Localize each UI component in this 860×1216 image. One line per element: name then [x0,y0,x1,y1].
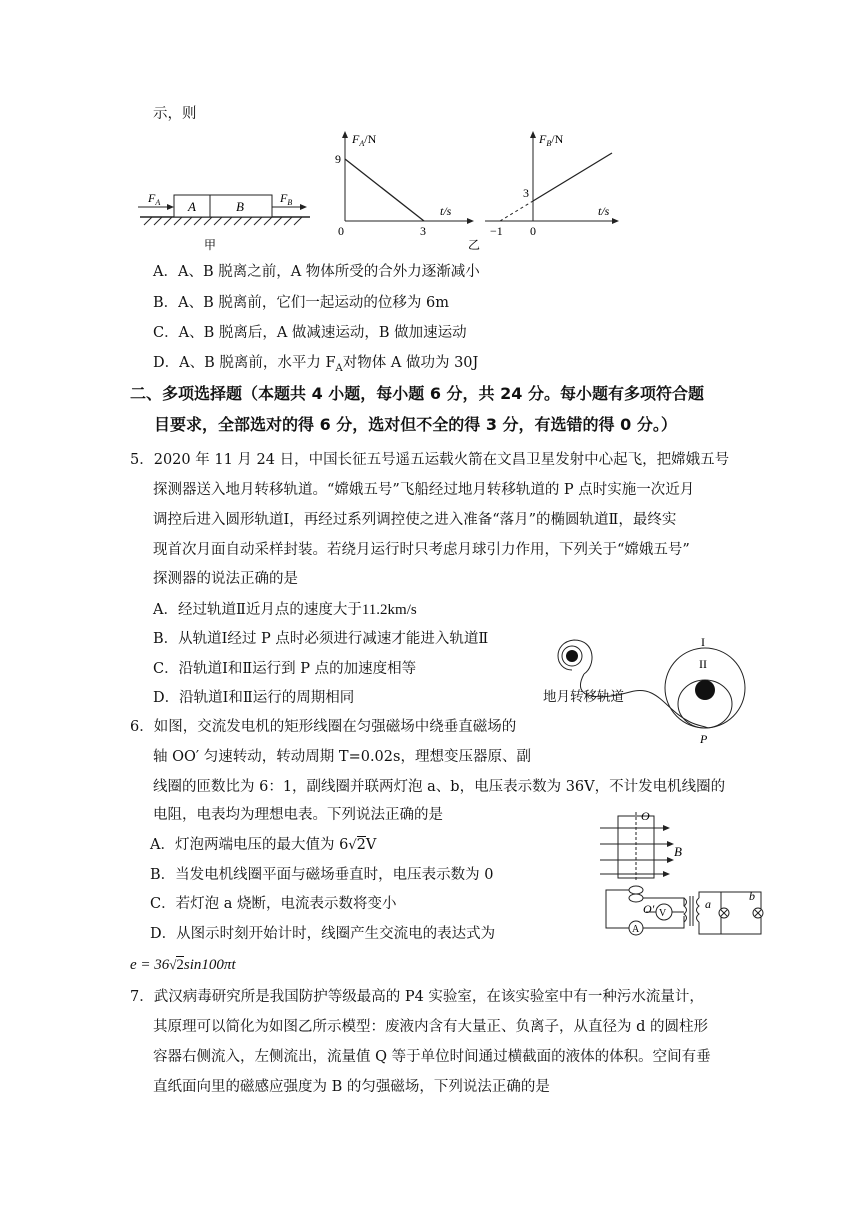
svg-text:O: O [641,809,650,823]
generator-figure [596,808,766,943]
svg-text:3: 3 [523,186,529,200]
svg-text:a: a [705,897,711,911]
graph-b-line [533,153,612,201]
svg-text:FA: $F_A$ [148,191,161,207]
q7-line: 其原理可以简化为如图乙所示模型：废液内含有大量正、负离子，从直径为 d 的圆柱形 [153,1019,708,1035]
q6-option-c: C．若灯泡 a 烧断，电流表示数将变小 [150,896,397,912]
svg-text:0: 0 [338,224,344,238]
q5-line: 探测器送入地月转移轨道。“嫦娥五号”飞船经过地月转移轨道的 P 点时实施一次近月 [153,482,695,498]
intro-text: 示，则 [153,106,197,122]
svg-text:3: 3 [420,224,426,238]
q7-line: 容器右侧流入，左侧流出，流量值 Q 等于单位时间通过横截面的液体的体积。空间有垂 [153,1049,711,1065]
q4-option-b: B．A、B 脱离前，它们一起运动的位移为 6m [153,295,449,311]
svg-text:B: B [674,844,682,859]
q7-line: 7．武汉病毒研究所是我国防护等级最高的 P4 实验室，在该实验室中有一种污水流量计， [130,989,704,1005]
svg-text:O′: O′ [643,902,655,916]
svg-text:FB: $F_B$ [280,191,293,207]
svg-text:0: 0 [530,224,536,238]
q6-line: 电阻，电表均为理想电表。下列说法正确的是 [153,807,443,823]
svg-text:A: A [188,199,196,214]
q5-line: 5．2020 年 11 月 24 日，中国长征五号遥五运载火箭在文昌卫星发射中心起飞，把嫦娥五号 [130,452,730,468]
section-heading-line2: 目要求，全部选对的得 6 分，选对但不全的得 3 分，有选错的得 0 分。） [154,415,677,434]
q4-option-a: A．A、B 脱离之前，A 物体所受的合外力逐渐减小 [153,264,480,280]
svg-text:t/s: t/s [598,204,610,218]
svg-text:II: II [699,657,707,671]
graph-a-line [345,159,424,221]
svg-text:9: 9 [335,152,341,166]
svg-text:−1: −1 [490,224,503,238]
q6-line: 线圈的匝数比为 6：1，副线圈并联两灯泡 a、b，电压表示数为 36V，不计发电机线圈的 [153,779,726,795]
q5-option-c: C．沿轨道Ⅰ和Ⅱ运行到 P 点的加速度相等 [153,661,417,677]
q5-option-a: A．经过轨道Ⅱ近月点的速度大于11.2km/s [153,602,417,618]
q4-option-d: D．A、B 脱离前，水平力 $F_A$对物体 A 做功为 30J [153,355,479,374]
q6-option-a: A．灯泡两端电压的最大值为 6√2V [150,837,377,853]
q7-line: 直纸面向里的磁感应强度为 B 的匀强磁场，下列说法正确的是 [153,1079,550,1095]
q6-formula: e = 36√2sin100πt [130,957,236,973]
q5-line: 调控后进入圆形轨道Ⅰ，再经过系列调控使之进入准备“落月”的椭圆轨道Ⅱ，最终实 [153,512,677,528]
q5-option-b: B．从轨道Ⅰ经过 P 点时必须进行减速才能进入轨道Ⅱ [153,631,489,647]
figure-forces [130,125,630,255]
svg-text:FB/N: $F_B/N$ [539,132,564,148]
svg-text:B: B [236,199,244,214]
q6-option-d: D．从图示时刻开始计时，线圈产生交流电的表达式为 [150,926,496,942]
svg-text:V: V [659,908,667,919]
label-yi: 乙 [468,238,481,252]
label-jia: 甲 [204,238,217,252]
q5-line: 现首次月面自动采样封装。若绕月运行时只考虑月球引力作用，下列关于“嫦娥五号” [153,542,690,558]
svg-text:FA/N: $F_A/N$ [352,132,377,148]
q6-option-b: B．当发电机线圈平面与磁场垂直时，电压表示数为 0 [150,867,494,883]
section-heading-line1: 二、多项选择题（本题共 4 小题，每小题 6 分，共 24 分。每小题有多项符合题 [130,384,704,403]
q5-line: 探测器的说法正确的是 [153,571,298,587]
q5-option-d: D．沿轨道Ⅰ和Ⅱ运行的周期相同 [153,690,355,706]
svg-text:t/s: t/s [440,204,452,218]
q6-line: 轴 OO′ 匀速转动，转动周期 T=0.02s，理想变压器原、副 [153,749,531,765]
q6-line: 6．如图，交流发电机的矩形线圈在匀强磁场中绕垂直磁场的 [130,719,517,735]
svg-text:P: P [700,732,708,746]
q4-option-c: C．A、B 脱离后，A 做减速运动，B 做加速运动 [153,325,467,341]
orbit-caption: 地月转移轨道 [543,689,624,705]
svg-text:b: b [749,889,755,903]
svg-text:A: A [632,924,640,935]
svg-text:I: I [701,635,705,649]
